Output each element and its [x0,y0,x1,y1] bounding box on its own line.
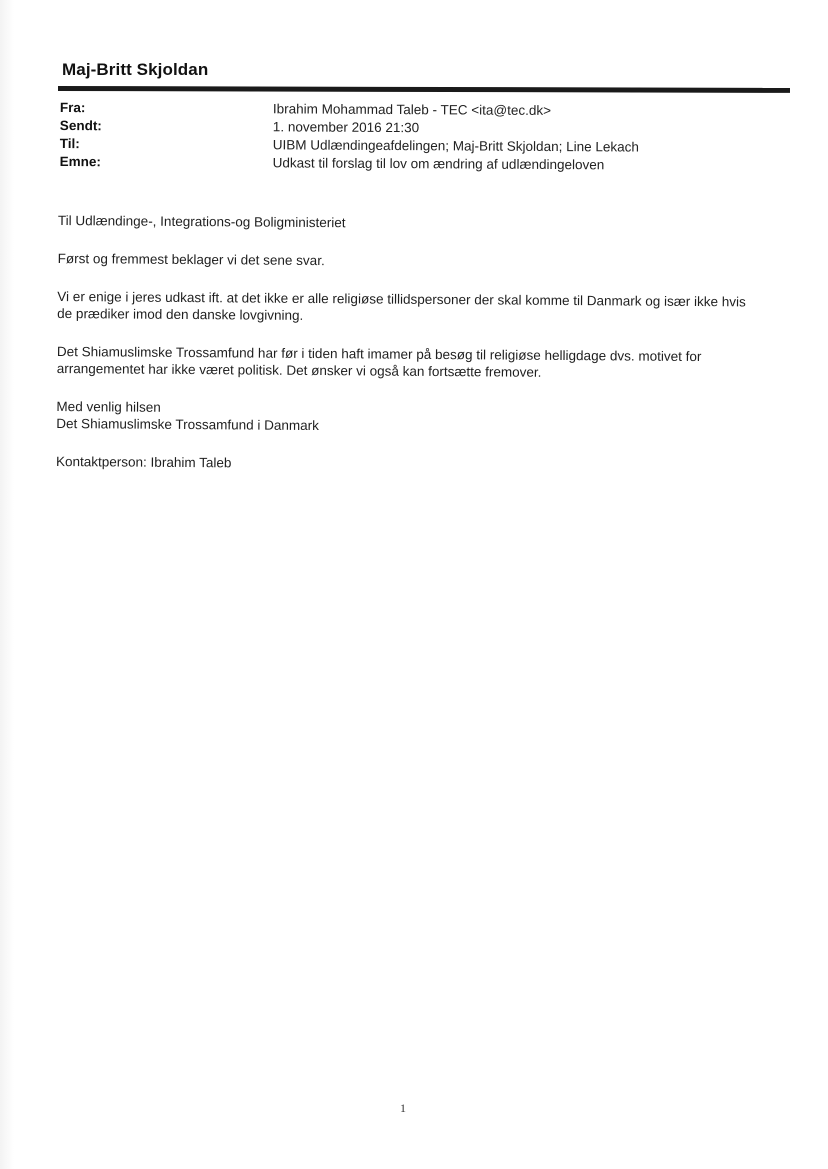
greeting-line: Til Udlændinge-, Integrations-og Boligministeriet [57,212,346,231]
header-divider [58,86,790,93]
closing-paragraph [56,398,786,438]
from-label: Fra: [59,99,86,116]
email-body [56,212,788,497]
subject-label: Emne: [59,153,101,170]
scan-shadow [0,0,14,1169]
context-line-2: arrangementet har ikke været politisk. Det ønsker vi også kan fortsætte fremover. [56,360,542,380]
agreement-paragraph [57,288,787,328]
apology-line: Først og fremmest beklager vi det sene svar. [57,250,325,269]
closing-line-2: Det Shiamuslimske Trossamfund i Danmark [56,415,319,434]
page-number: 1 [400,1101,406,1115]
to-value: UIBM Udlændingeafdelingen; Maj-Britt Skjoldan; Line Lekach [272,137,639,155]
apology-paragraph [58,250,788,273]
closing-line-1: Med venlig hilsen [56,398,161,415]
sent-value: 1. november 2016 21:30 [272,119,420,136]
from-value: Ibrahim Mohammad Taleb - TEC <ita@tec.dk> [272,101,552,118]
contact-paragraph [56,453,786,476]
context-paragraph [57,343,787,383]
context-line-1: Det Shiamuslimske Trossamfund har før i tiden haft imamer på besøg til religiøse helligdage dvs. motivet for [56,343,702,365]
subject-value: Udkast til forslag til lov om ændring af udlændingeloven [272,155,605,173]
agreement-line-2: de prædiker imod den danske lovgivning. [57,305,304,323]
sent-label: Sendt: [59,117,102,134]
to-label: Til: [59,135,80,152]
sender-name-heading: Maj-Britt Skjoldan [62,60,209,79]
email-metadata [60,99,800,176]
contact-line: Kontaktperson: Ibrahim Taleb [55,453,232,471]
agreement-line-1: Vi er enige i jeres udkast ift. at det ikke er alle religiøse tillidspersoner der skal komme til Danmark og især ikke hvis [57,288,746,310]
meta-row-subject [60,153,800,176]
greeting-paragraph [58,212,788,235]
